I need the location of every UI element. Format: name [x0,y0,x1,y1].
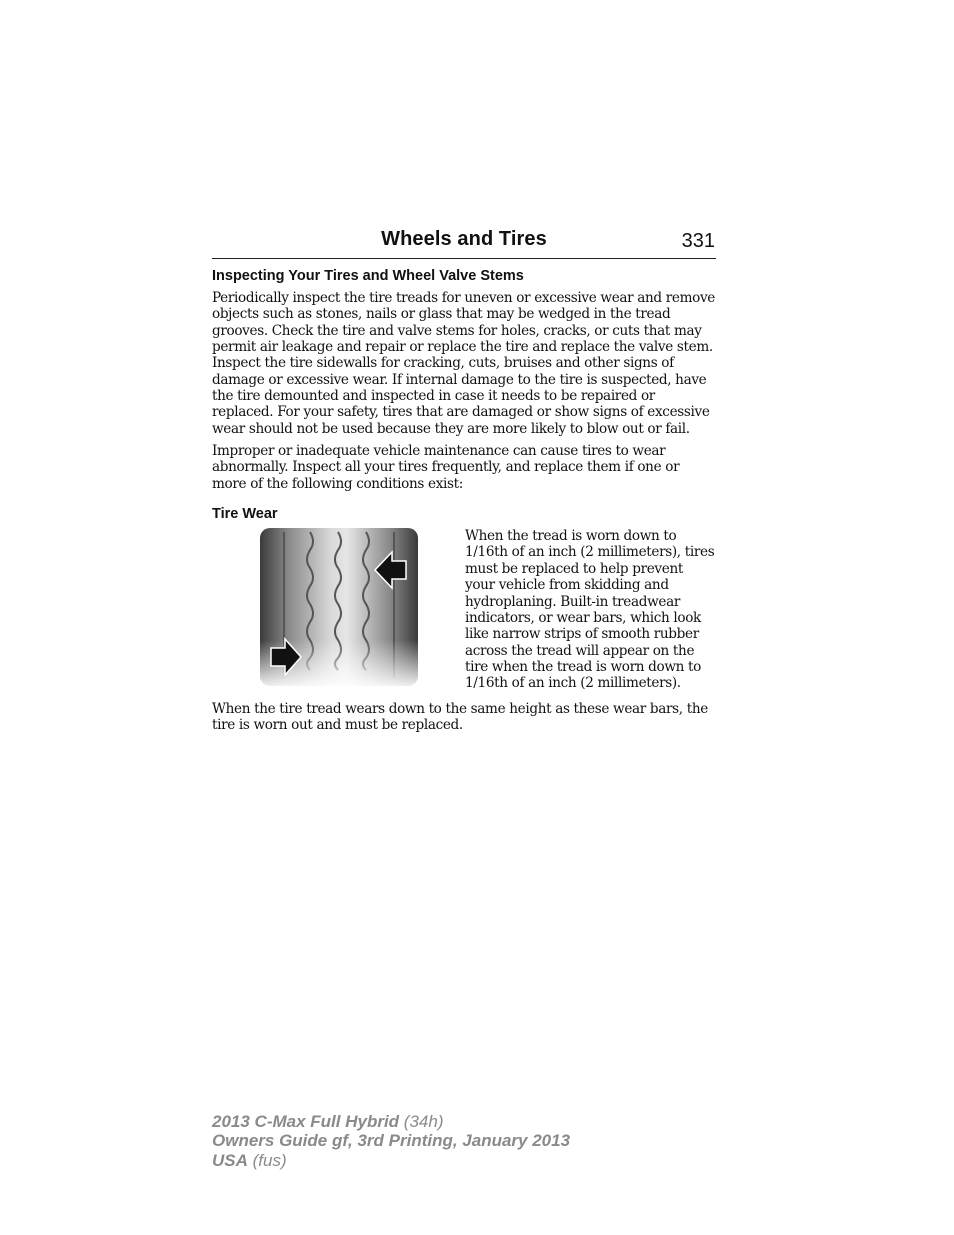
paragraph-inspect-treads: Periodically inspect the tire treads for uneven or excessive wear and remove objects such as stones, nails or glass that may be wedged in the tread grooves. Check the tire and valve stems for holes, cracks, or cuts that may permit air leakage and repair or replace the tire and replace the valve stem. Inspect the tire sidewalls for cracking, cuts, bruises and other signs of damage or excessive wear. If internal damage to the tire is suspected, have the tire demounted and inspected in case it needs to be repaired or replaced. For your safety, tires that are damaged or show signs of excessive wear should not be used because they are more likely to blow out or fail. [212,290,715,437]
page-header [212,228,716,259]
page-content [212,228,716,739]
paragraph-worn-out: When the tire tread wears down to the same height as these wear bars, the tire is worn out and must be replaced. [212,700,708,733]
footer-line-model: 2013 C-Max Full Hybrid (34h) [212,1112,444,1131]
tire-tread-svg [212,528,465,688]
tire-wear-figure-row [212,528,716,691]
tire-wear-description [465,528,716,691]
section-heading-tire-wear: Tire Wear [212,506,278,523]
page-footer [212,1112,570,1170]
section-heading-inspecting: Inspecting Your Tires and Wheel Valve Stems [212,268,524,284]
paragraph-treadwear-indicators: When the tread is worn down to 1/16th of an inch (2 millimeters), tires must be replaced to help prevent your vehicle from skidding and hydroplaning. Built-in treadwear indicators, or wear bars, which look like narrow strips of smooth rubber across the tread will appear on the tire when the tread is worn down to 1/16th of an inch (2 millimeters). [465,528,715,692]
paragraph-maintenance: Improper or inadequate vehicle maintenance can cause tires to wear abnormally. Inspect all your tires frequently, and replace them if one or more of the following conditions exist: [212,443,680,492]
footer-line-region: USA (fus) [212,1150,287,1170]
footer-line-printing: Owners Guide gf, 3rd Printing, January 2013 [212,1131,571,1151]
tire-tread-illustration [212,528,465,688]
page-title: Wheels and Tires [381,228,547,250]
page-number: 331 [681,230,715,252]
